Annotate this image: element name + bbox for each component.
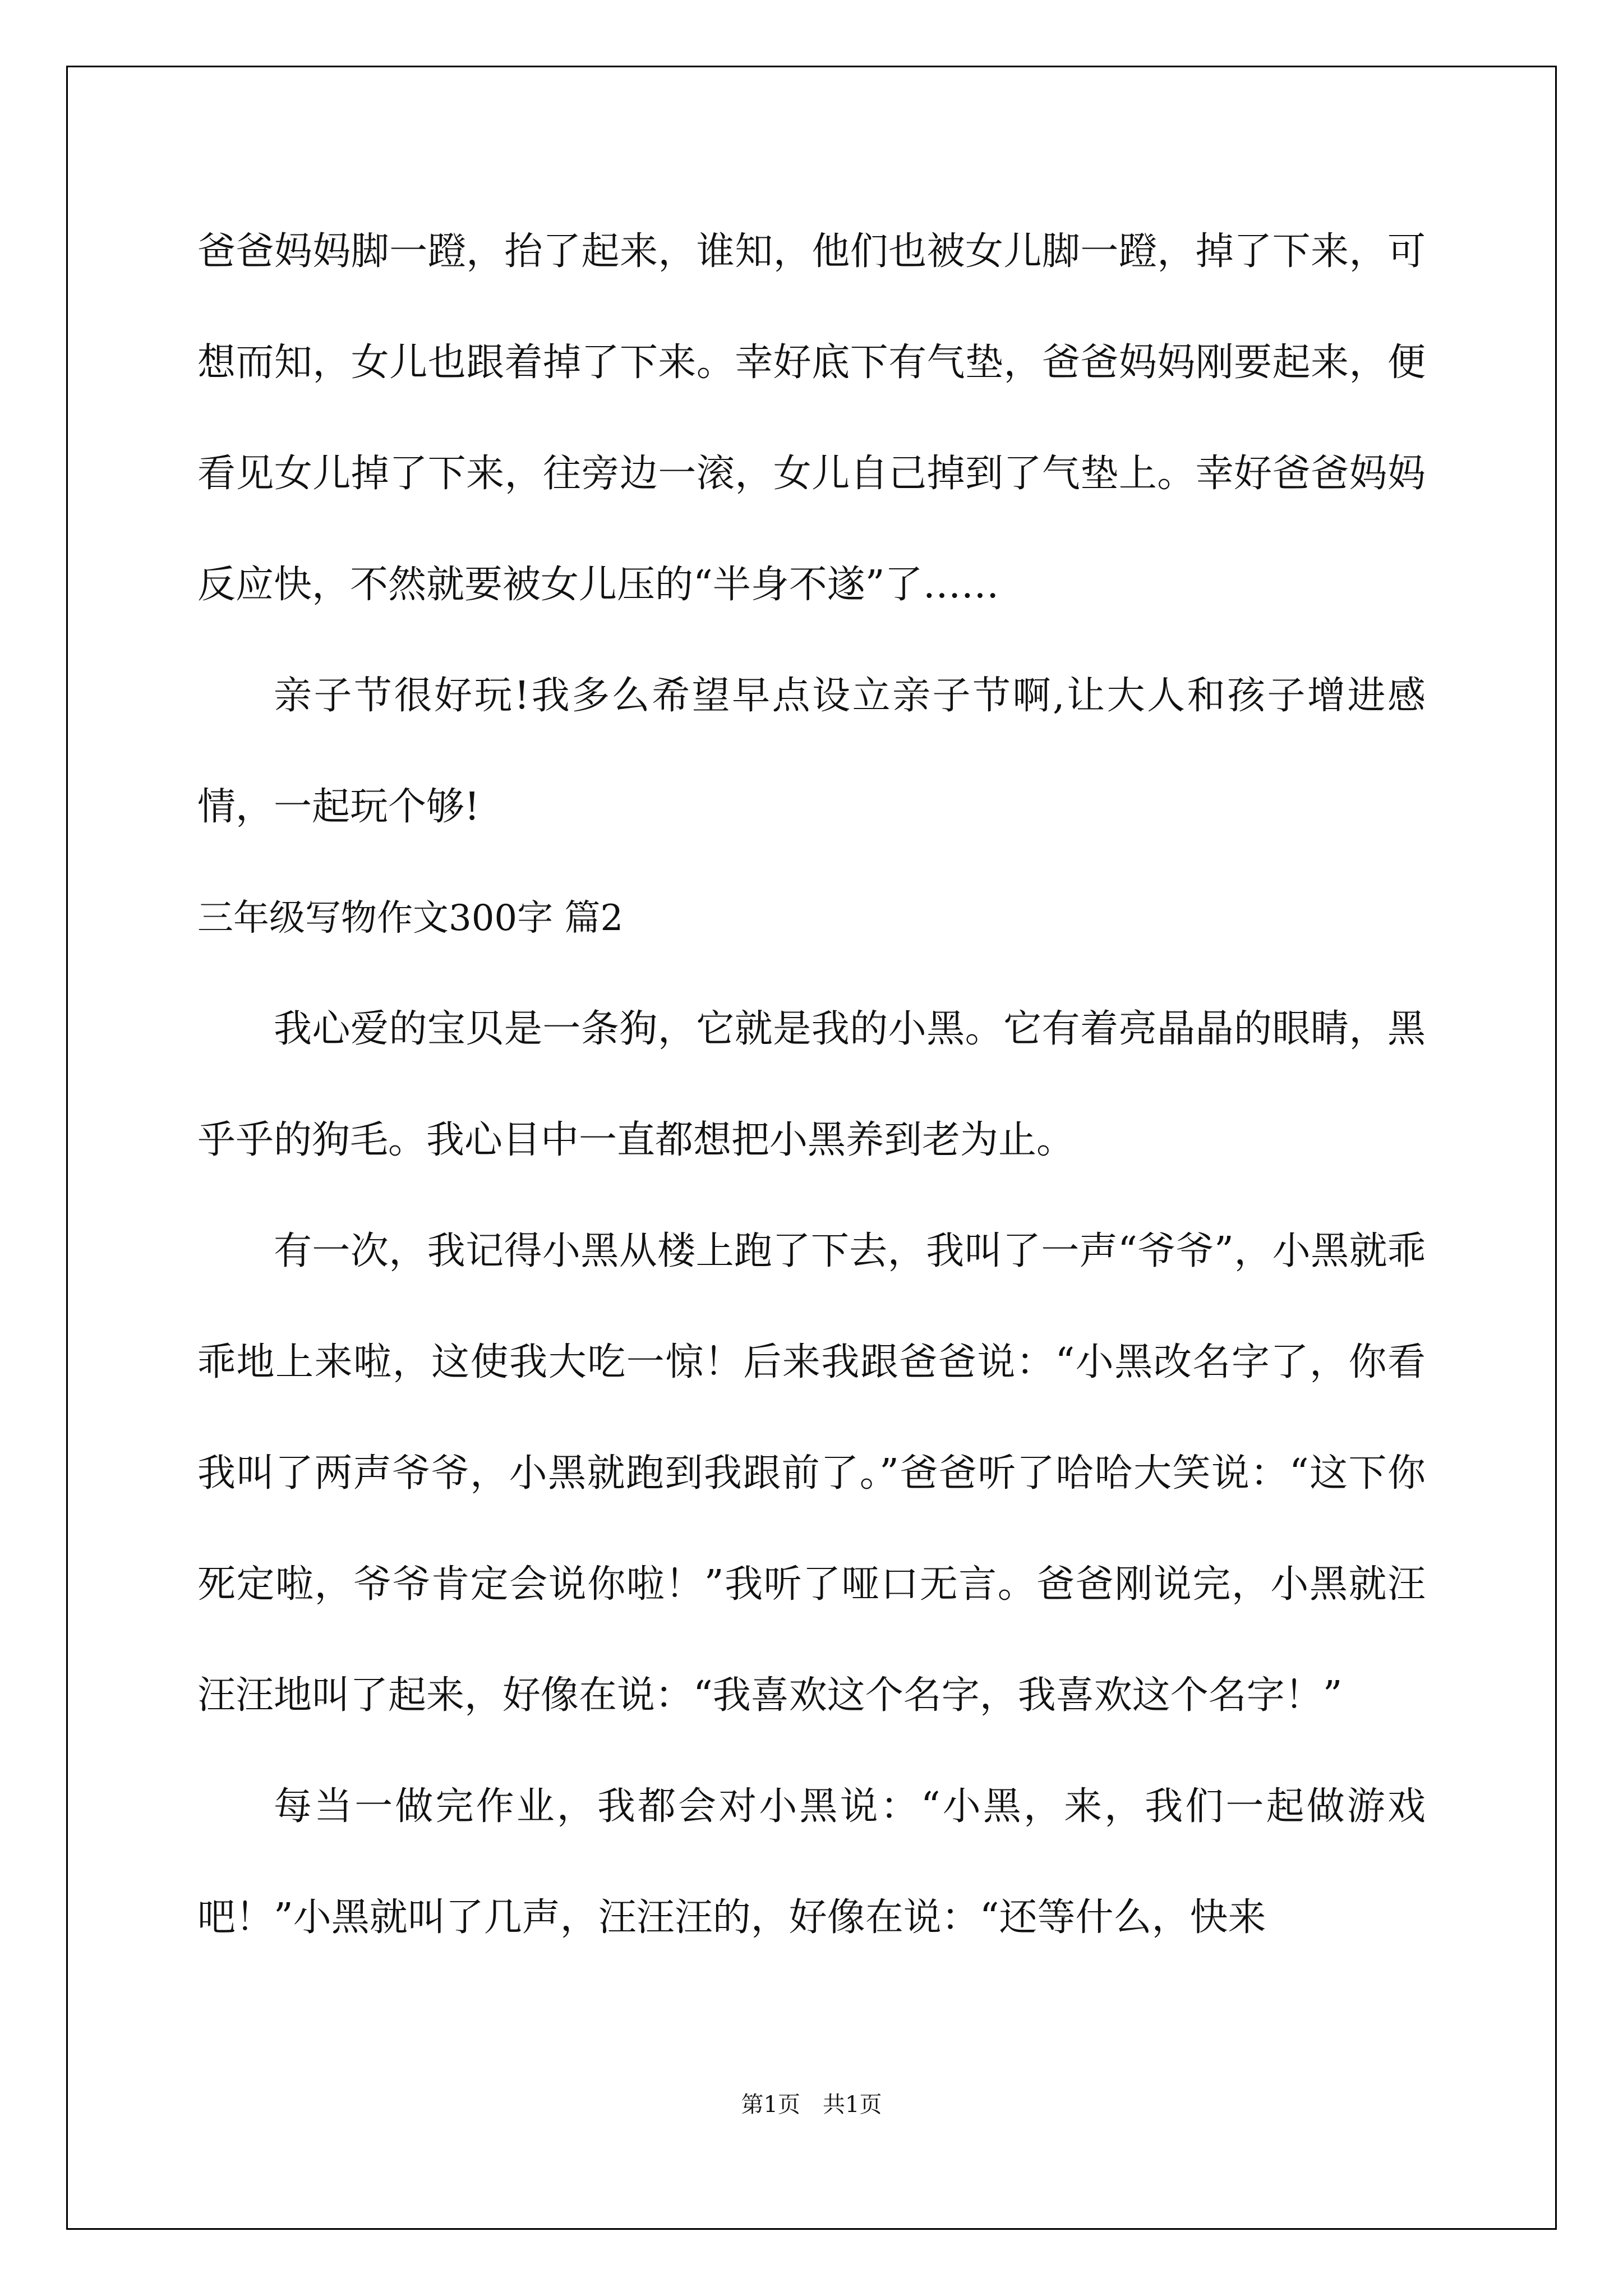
paragraph: 每当一做完作业，我都会对小黑说：“小黑，来，我们一起做游戏吧！”小黑就叫了几声，汪汪汪的，好像在说：“还等什么，快来 (197, 1784, 1426, 1940)
paragraph: 亲子节很好玩!我多么希望早点设立亲子节啊,让大人和孩子增进感情，一起玩个够! (197, 674, 1426, 829)
document-body (197, 196, 1426, 1973)
paragraph: 有一次，我记得小黑从楼上跑了下去，我叫了一声“爷爷”，小黑就乖乖地上来啦，这使我大吃一惊！后来我跟爸爸说：“小黑改名字了，你看我叫了两声爷爷，小黑就跑到我跟前了。”爸爸听了哈哈大笑说：“这下你死定啦，爷爷肯定会说你啦！”我听了哑口无言。爸爸刚说完，小黑就汪汪汪地叫了起来，好像在说：“我喜欢这个名字，我喜欢这个名字！” (197, 1229, 1426, 1718)
page-footer: 第1页 共1页 (741, 2092, 882, 2118)
section-heading: 三年级写物作文300字 篇2 (197, 898, 624, 939)
paragraph-continuation: 爸爸妈妈脚一蹬，抬了起来，谁知，他们也被女儿脚一蹬，掉了下来，可想而知，女儿也跟着掉了下来。幸好底下有气垫，爸爸妈妈刚要起来，便看见女儿掉了下来，往旁边一滚，女儿自己掉到了气垫上。幸好爸爸妈妈反应快，不然就要被女儿压的“半身不遂”了…… (197, 229, 1426, 607)
paragraph: 我心爱的宝贝是一条狗，它就是我的小黑。它有着亮晶晶的眼睛，黑乎乎的狗毛。我心目中一直都想把小黑养到老为止。 (197, 1007, 1426, 1162)
